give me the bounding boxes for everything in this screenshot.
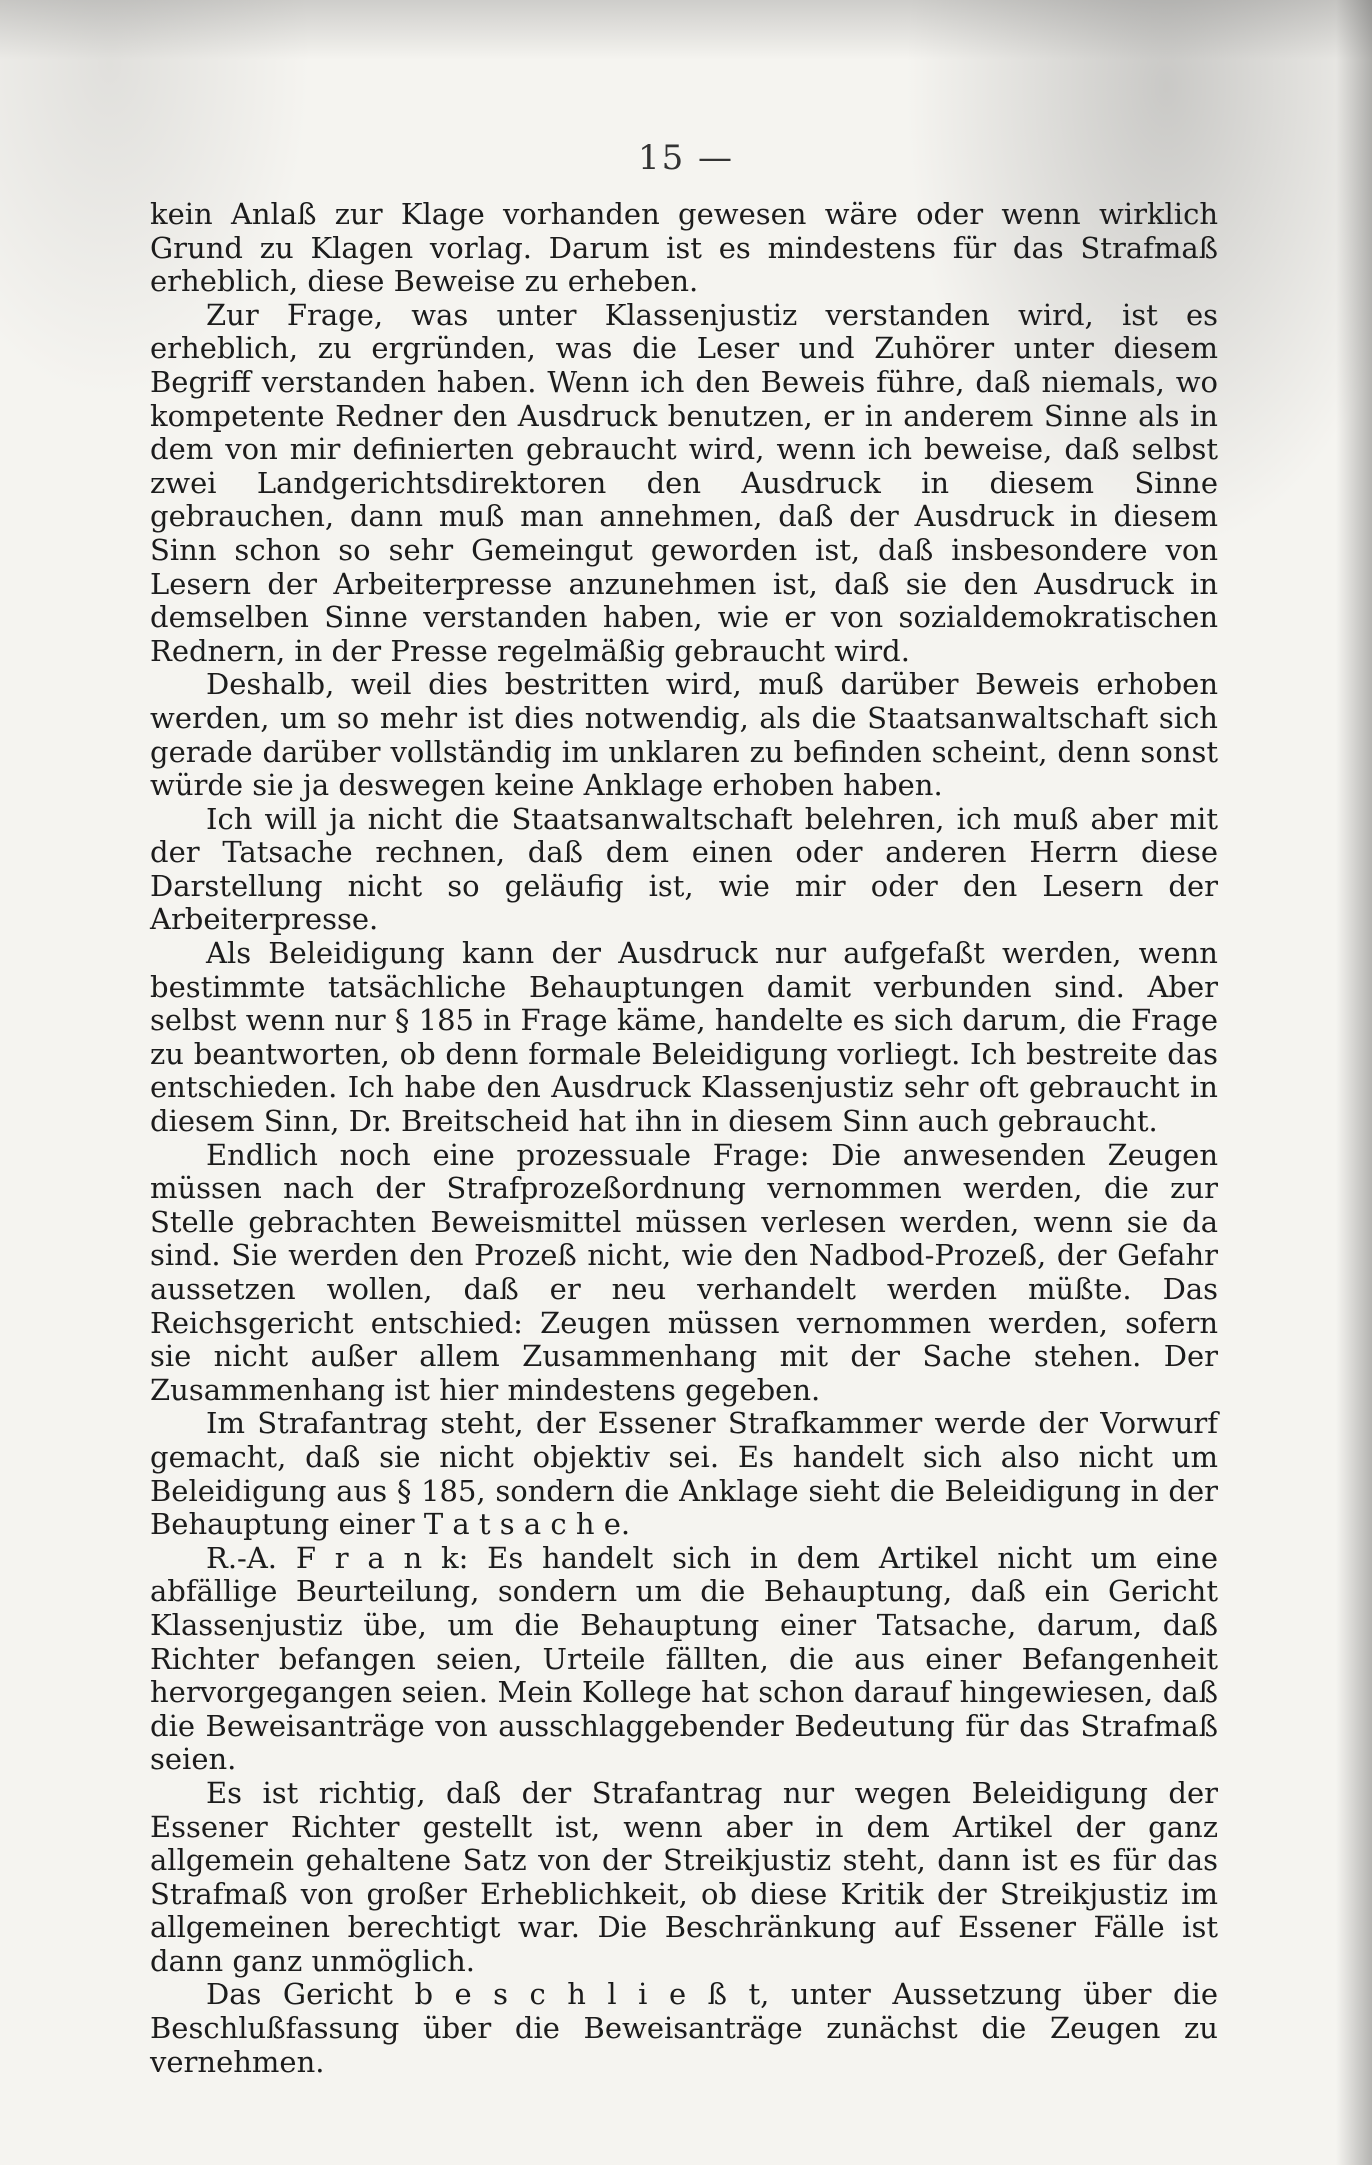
paragraph: Als Beleidigung kann der Ausdruck nur aufgefaßt werden, wenn bestimmte tatsächliche Behauptungen damit verbunden sind. Aber selbst wenn nur § 185 in Frage käme, handelte es sich darum, die Frage zu beantworten, ob denn formale Beleidigung vorliegt. Ich bestreite das entschieden. Ich habe den Ausdruck Klassenjustiz sehr oft gebraucht in diesem Sinn, Dr. Breitscheid hat ihn in diesem Sinn auch gebraucht. (150, 936, 1218, 1139)
paragraph: Das Gericht b e s c h l i e ß t, unter Aussetzung über die Beschlußfassung über die Beweisanträge zunächst die Zeugen zu vernehmen. (150, 1977, 1218, 2079)
scan-shadow-right (1336, 0, 1372, 2165)
paragraph: Ich will ja nicht die Staatsanwaltschaft belehren, ich muß aber mit der Tatsache rechnen, daß dem einen oder anderen Herrn diese Darstellung nicht so geläufig ist, wie mir oder den Lesern der Arbeiterpresse. (150, 801, 1218, 937)
body-text (150, 198, 1218, 2079)
paragraph: Deshalb, weil dies bestritten wird, muß darüber Beweis erhoben werden, um so mehr ist dies notwendig, als die Staatsanwaltschaft sich gerade darüber vollständig im unklaren zu befinden scheint, denn sonst würde sie ja deswegen keine Anklage erhoben haben. (150, 667, 1218, 803)
paragraph: Zur Frage, was unter Klassenjustiz verstanden wird, ist es erheblich, zu ergründen, was die Leser und Zuhörer unter diesem Begriff verstanden haben. Wenn ich den Beweis führe, daß niemals, wo kompetente Redner den Ausdruck benutzen, er in anderem Sinne als in dem von mir definierten gebraucht wird, wenn ich beweise, daß selbst zwei Landgerichtsdirektoren den Ausdruck in diesem Sinne gebrauchen, dann muß man annehmen, daß der Ausdruck in diesem Sinn schon so sehr Gemeingut geworden ist, daß insbesondere von Lesern der Arbeiterpresse anzunehmen ist, daß sie den Ausdruck in demselben Sinne verstanden haben, wie er von sozialdemokratischen Rednern, in der Presse regelmäßig gebraucht wird. (150, 297, 1218, 668)
paragraph: Endlich noch eine prozessuale Frage: Die anwesenden Zeugen müssen nach der Strafprozeßordnung vernommen werden, die zur Stelle gebrachten Beweismittel müssen verlesen werden, wenn sie da sind. Sie werden den Prozeß nicht, wie den Nadbod-Prozeß, der Gefahr aussetzen wollen, daß er neu verhandelt werden müßte. Das Reichsgericht entschied: Zeugen müssen vernommen werden, sofern sie nicht außer allem Zusammenhang mit der Sache stehen. Der Zusammenhang ist hier mindestens gegeben. (150, 1137, 1218, 1407)
page-number: 15 — (637, 138, 735, 178)
scan-shadow-top (0, 0, 1372, 60)
paragraph: Es ist richtig, daß der Strafantrag nur wegen Beleidigung der Essener Richter gestellt ist, wenn aber in dem Artikel der ganz allgemein gehaltene Satz von der Streikjustiz steht, dann ist es für das Strafmaß von großer Erheblichkeit, ob diese Kritik der Streikjustiz im allgemeinen berechtigt war. Die Beschränkung auf Essener Fälle ist dann ganz unmöglich. (150, 1775, 1218, 1978)
paragraph: kein Anlaß zur Klage vorhanden gewesen wäre oder wenn wirklich Grund zu Klagen vorlag. Darum ist es mindestens für das Strafmaß erheblich, diese Beweise zu erheben. (150, 197, 1218, 299)
paragraph: Im Strafantrag steht, der Essener Strafkammer werde der Vorwurf gemacht, daß sie nicht objektiv sei. Es handelt sich also nicht um Beleidigung aus § 185, sondern die Anklage sieht die Beleidigung in der Behauptung einer T a t s a c h e. (150, 1406, 1218, 1542)
paragraph: R.-A. F r a n k: Es handelt sich in dem Artikel nicht um eine abfällige Beurteilung, sondern um die Behauptung, daß ein Gericht Klassenjustiz übe, um die Behauptung einer Tatsache, darum, daß Richter befangen seien, Urteile fällten, die aus einer Befangenheit hervorgegangen seien. Mein Kollege hat schon darauf hingewiesen, daß die Beweisanträge von ausschlaggebender Bedeutung für das Strafmaß seien. (150, 1540, 1218, 1777)
